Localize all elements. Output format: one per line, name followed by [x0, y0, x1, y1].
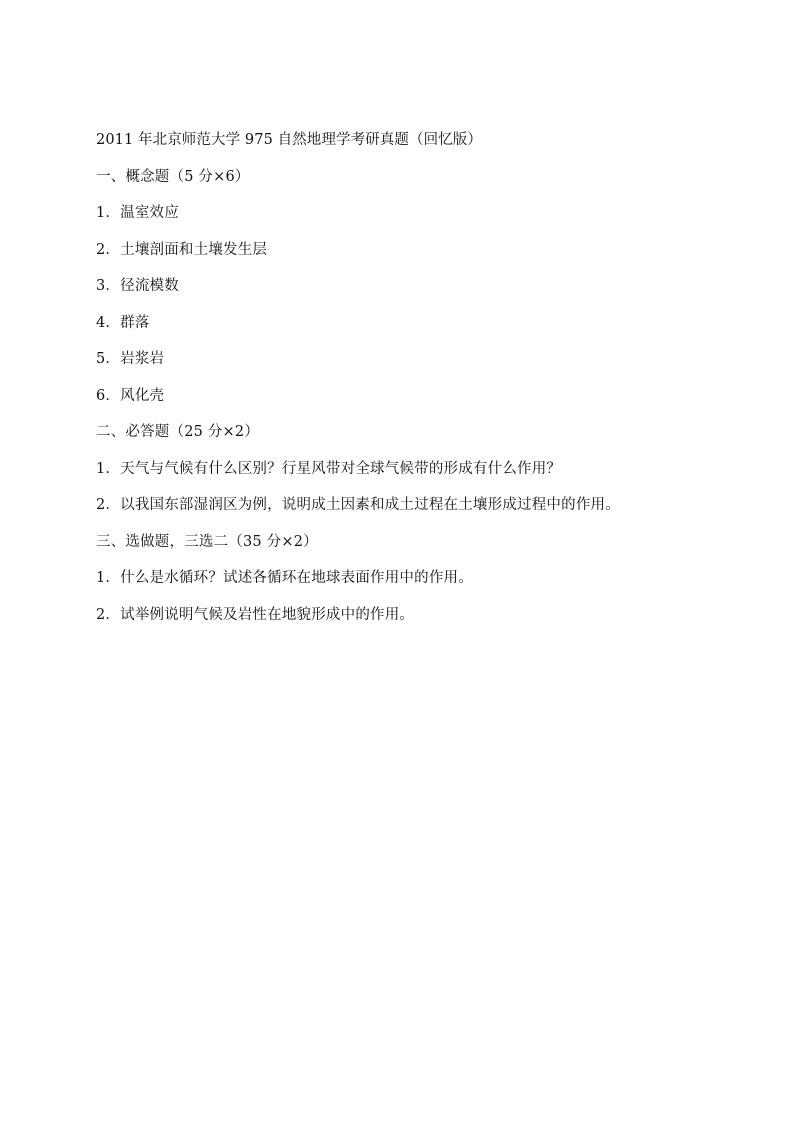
question-item: 2．以我国东部湿润区为例，说明成土因素和成土过程在土壤形成过程中的作用。: [96, 497, 620, 513]
section-heading-optional: 三、选做题，三选二（35 分×2）: [96, 533, 318, 550]
question-item: 1．温室效应: [96, 205, 179, 221]
document-page: [96, 130, 716, 641]
question-item: 1．天气与气候有什么区别？行星风带对全球气候带的形成有什么作用？: [96, 460, 562, 477]
section-heading-concepts: 一、概念题（5 分×6）: [96, 168, 250, 185]
question-item: 2．试举例说明气候及岩性在地貌形成中的作用。: [96, 606, 415, 623]
question-item: 5．岩浆岩: [96, 351, 165, 367]
question-item: 1．什么是水循环？试述各循环在地球表面作用中的作用。: [96, 570, 473, 586]
question-item: 3．径流模数: [96, 278, 179, 294]
question-item: 4．群落: [96, 314, 150, 331]
question-item: 2．土壤剖面和土壤发生层: [96, 241, 268, 258]
document-title: 2011 年北京师范大学 975 自然地理学考研真题（回忆版）: [96, 132, 483, 148]
question-item: 6．风化壳: [96, 387, 165, 404]
section-heading-required: 二、必答题（25 分×2）: [96, 424, 260, 440]
